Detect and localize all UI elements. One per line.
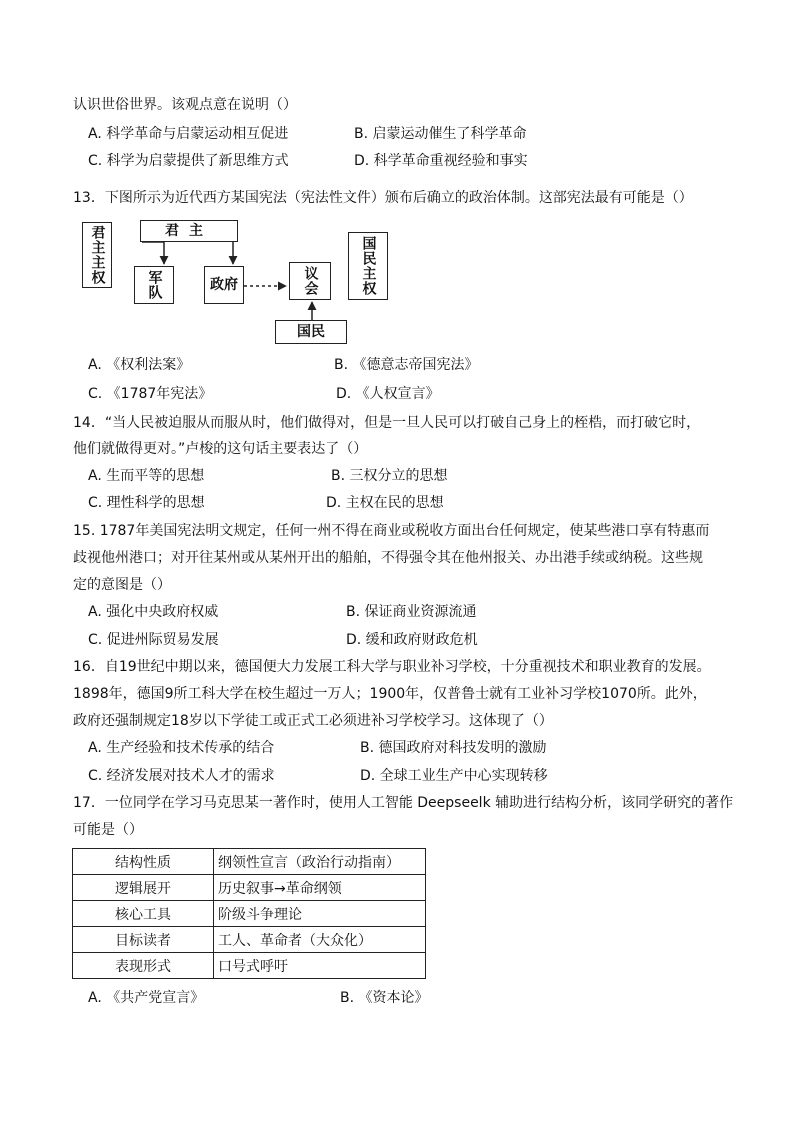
monarch-sovereignty-box: 君主主权: [82, 222, 112, 288]
popular-sovereignty-box: 国民主权: [348, 232, 388, 300]
q15-stem-line2: 歧视他州港口；对开往某州或从某州开出的船舶，不得强令其在他州报关、办出港手续或纳税。这些规: [73, 550, 703, 566]
q14-stem-line2: 他们就做得更对。”卢梭的这句话主要表达了（）: [73, 441, 368, 457]
table-value-cell: 纲领性宣言（政治行动指南）: [214, 849, 426, 875]
table-row: [73, 953, 426, 979]
table-key-cell: 表现形式: [73, 953, 214, 979]
table-value-cell: 历史叙事→革命纲领: [214, 875, 426, 901]
table-value-cell: 口号式呼吁: [214, 953, 426, 979]
q16-option-b[interactable]: B. 德国政府对科技发明的激励: [360, 740, 547, 756]
table-key-cell: 逻辑展开: [73, 875, 214, 901]
q12-option-d[interactable]: D. 科学革命重视经验和事实: [354, 153, 528, 169]
q14-stem-line1: 14．“当人民被迫服从而服从时，他们做得对，但是一旦人民可以打破自己身上的桎梏，而打破它时，: [73, 415, 701, 431]
q14-option-d[interactable]: D. 主权在民的思想: [326, 495, 444, 511]
q17-option-a[interactable]: A. 《共产党宣言》: [88, 990, 205, 1006]
parliament-box: 议会: [289, 262, 331, 300]
q13-stem: 13．下图所示为近代西方某国宪法（宪法性文件）颁布后确立的政治体制。这部宪法最有可能是（）: [73, 190, 693, 206]
table-value-cell: 工人、革命者（大众化）: [214, 927, 426, 953]
table-key-cell: 结构性质: [73, 849, 214, 875]
q16-stem-line1: 16．自19世纪中期以来，德国便大力发展工科大学与职业补习学校，十分重视技术和职业教育的发展。: [73, 659, 711, 675]
q15-option-c[interactable]: C. 促进州际贸易发展: [88, 632, 219, 648]
q15-stem-line1: 15. 1787年美国宪法明文规定，任何一州不得在商业或税收方面出台任何规定，使某些港口享有特惠而: [73, 523, 710, 539]
q13-option-b[interactable]: B. 《德意志帝国宪法》: [334, 357, 479, 373]
government-box: 政府: [204, 266, 244, 304]
monarch-box: 君主: [140, 220, 238, 242]
citizens-box: 国民: [275, 320, 347, 344]
q14-option-c[interactable]: C. 理性科学的思想: [88, 495, 205, 511]
q16-option-c[interactable]: C. 经济发展对技术人才的需求: [88, 768, 275, 784]
q12-option-c[interactable]: C. 科学为启蒙提供了新思维方式: [88, 153, 289, 169]
q13-option-d[interactable]: D. 《人权宣言》: [336, 386, 440, 402]
q17-stem-line2: 可能是（）: [73, 822, 143, 838]
q13-option-a[interactable]: A. 《权利法案》: [88, 357, 191, 373]
structure-analysis-table: [72, 848, 426, 979]
q16-option-a[interactable]: A. 生产经验和技术传承的结合: [88, 740, 275, 756]
q17-stem-line1: 17．一位同学在学习马克思某一著作时，使用人工智能 Deepseelk 辅助进行结构分析，该同学研究的著作: [73, 795, 734, 811]
political-system-diagram: [76, 218, 394, 346]
table-row: [73, 875, 426, 901]
table-row: [73, 927, 426, 953]
table-row: [73, 901, 426, 927]
q12-option-a[interactable]: A. 科学革命与启蒙运动相互促进: [88, 126, 289, 142]
table-key-cell: 目标读者: [73, 927, 214, 953]
q14-option-b[interactable]: B. 三权分立的思想: [331, 468, 448, 484]
q15-option-a[interactable]: A. 强化中央政府权威: [88, 604, 219, 620]
table-value-cell: 阶级斗争理论: [214, 901, 426, 927]
q17-option-b[interactable]: B. 《资本论》: [340, 990, 429, 1006]
q15-option-d[interactable]: D. 缓和政府财政危机: [346, 632, 478, 648]
q16-option-d[interactable]: D. 全球工业生产中心实现转移: [360, 768, 548, 784]
army-box: 军队: [134, 266, 174, 304]
q14-option-a[interactable]: A. 生而平等的思想: [88, 468, 205, 484]
q16-stem-line2: 1898年，德国9所工科大学在校生超过一万人；1900年，仅普鲁士就有工业补习学校1070所。此外，: [73, 686, 707, 702]
table-key-cell: 核心工具: [73, 901, 214, 927]
q15-option-b[interactable]: B. 保证商业资源流通: [346, 604, 477, 620]
q15-stem-line3: 定的意图是（）: [73, 577, 171, 593]
q16-stem-line3: 政府还强制规定18岁以下学徒工或正式工必须进补习学校学习。这体现了（）: [73, 713, 553, 729]
q12-stem-tail: 认识世俗世界。该观点意在说明（）: [73, 97, 297, 113]
q12-option-b[interactable]: B. 启蒙运动催生了科学革命: [354, 126, 527, 142]
q13-option-c[interactable]: C. 《1787年宪法》: [88, 386, 213, 402]
table-row: [73, 849, 426, 875]
